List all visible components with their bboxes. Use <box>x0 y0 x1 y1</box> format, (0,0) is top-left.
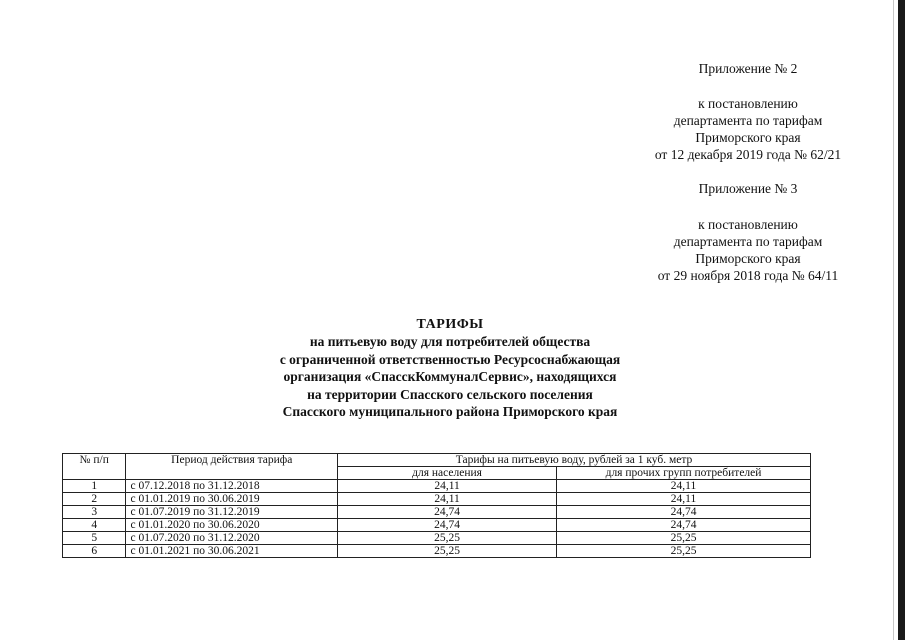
title-line: организация «СпасскКоммуналСервис», находящихся <box>283 369 617 385</box>
row-period: с 01.07.2020 по 31.12.2020 <box>126 532 338 545</box>
appendix-3-line: к постановлению <box>698 217 798 232</box>
appendix-3-line: от 29 ноября 2018 года № 64/11 <box>657 268 839 283</box>
header-population: для населения <box>338 467 557 480</box>
row-population-tariff: 24,11 <box>338 493 557 506</box>
title-line: с ограниченной ответственностью Ресурсоснабжающая <box>279 351 621 367</box>
row-period: с 01.01.2019 по 30.06.2019 <box>126 493 338 506</box>
row-population-tariff: 24,74 <box>338 519 557 532</box>
header-period: Период действия тарифа <box>126 454 338 480</box>
table-row <box>63 545 811 558</box>
row-other-tariff: 24,11 <box>557 493 811 506</box>
header-num: № п/п <box>63 454 126 480</box>
row-population-tariff: 24,11 <box>338 480 557 493</box>
title-main: ТАРИФЫ <box>416 317 484 332</box>
row-period: с 01.01.2020 по 30.06.2020 <box>126 519 338 532</box>
table-row <box>63 532 811 545</box>
row-population-tariff: 24,74 <box>338 506 557 519</box>
row-num: 4 <box>63 519 126 532</box>
row-other-tariff: 25,25 <box>557 532 811 545</box>
title-line: Спасского муниципального района Приморского края <box>282 404 618 420</box>
table-row <box>63 493 811 506</box>
row-num: 2 <box>63 493 126 506</box>
table-row <box>63 506 811 519</box>
appendix-2-line: Приморского края <box>695 130 801 145</box>
row-other-tariff: 25,25 <box>557 545 811 558</box>
appendix-3-title: Приложение № 3 <box>698 181 798 196</box>
row-num: 3 <box>63 506 126 519</box>
row-other-tariff: 24,74 <box>557 519 811 532</box>
scan-edge-border <box>898 0 905 640</box>
appendix-2-line: департамента по тарифам <box>673 113 823 128</box>
tariff-table <box>62 453 811 558</box>
appendix-2-reference <box>598 95 898 163</box>
title-line: на питьевую воду для потребителей общества <box>309 334 591 350</box>
table-row <box>63 480 811 493</box>
row-period: с 07.12.2018 по 31.12.2018 <box>126 480 338 493</box>
appendix-3-line: департамента по тарифам <box>673 234 823 249</box>
appendix-3-line: Приморского края <box>695 251 801 266</box>
row-num: 5 <box>63 532 126 545</box>
row-population-tariff: 25,25 <box>338 545 557 558</box>
row-other-tariff: 24,11 <box>557 480 811 493</box>
appendix-2-title: Приложение № 2 <box>698 61 798 76</box>
appendix-3-reference <box>598 216 898 284</box>
header-tariffs: Тарифы на питьевую воду, рублей за 1 куб. метр <box>338 454 811 467</box>
row-num: 6 <box>63 545 126 558</box>
header-other: для прочих групп потребителей <box>557 467 811 480</box>
row-num: 1 <box>63 480 126 493</box>
title-line: на территории Спасского сельского поселения <box>307 386 593 402</box>
row-period: с 01.01.2021 по 30.06.2021 <box>126 545 338 558</box>
appendix-2-line: от 12 декабря 2019 года № 62/21 <box>654 147 842 162</box>
appendix-2-line: к постановлению <box>698 96 798 111</box>
row-other-tariff: 24,74 <box>557 506 811 519</box>
row-population-tariff: 25,25 <box>338 532 557 545</box>
table-row <box>63 519 811 532</box>
document-title <box>160 316 740 420</box>
row-period: с 01.07.2019 по 31.12.2019 <box>126 506 338 519</box>
